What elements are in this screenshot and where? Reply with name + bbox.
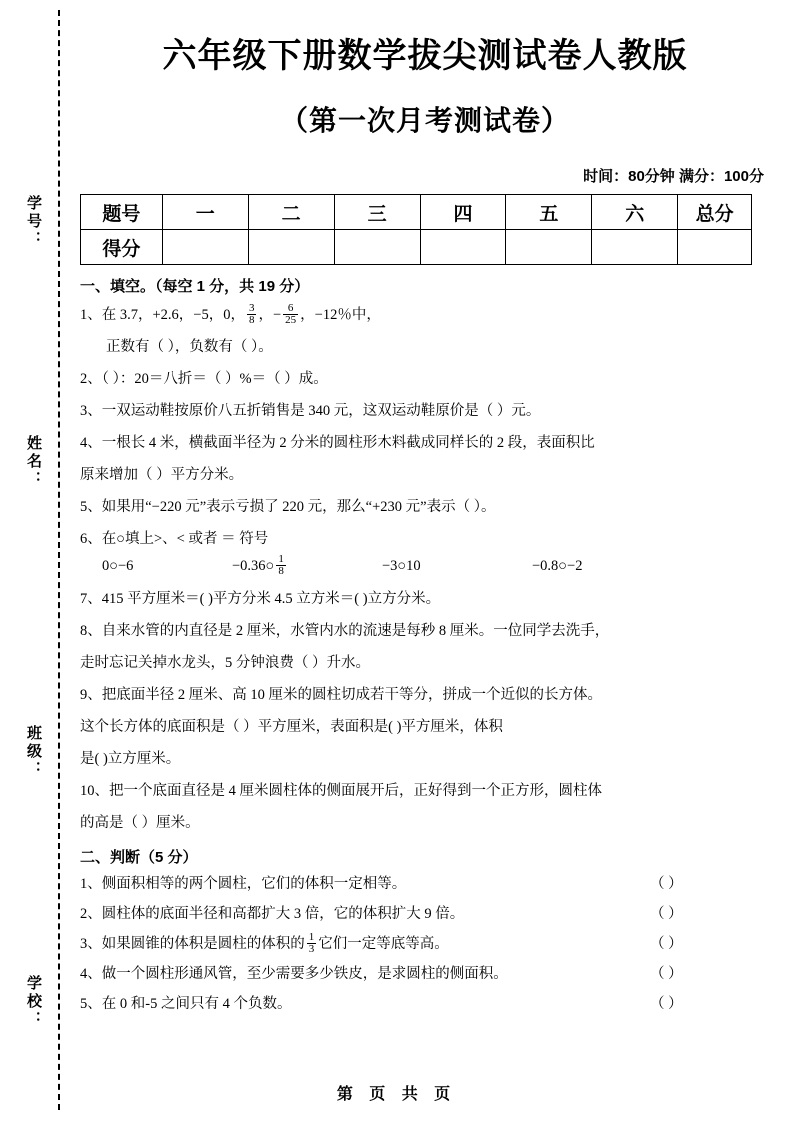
true-false-item xyxy=(80,989,770,1019)
fraction-denominator: 3 xyxy=(308,943,315,956)
exam-paper xyxy=(80,0,770,1122)
question-9-line-2: 这个长方体的底面积是（ ）平方厘米，表面积是( )平方厘米，体积 xyxy=(80,719,503,735)
score-table-cell: 二 xyxy=(248,195,334,230)
fraction-denominator: 8 xyxy=(278,565,284,578)
question-4-line-2: 原来增加（ ）平方分米。 xyxy=(80,467,244,483)
tf-item-1-text: 1、侧面积相等的两个圆柱，它们的体积一定相等。 xyxy=(80,876,407,892)
score-table-cell: 题号 xyxy=(81,195,163,230)
compare-item-2-text: −0.36○ xyxy=(232,558,275,574)
fraction-numerator: 1 xyxy=(278,552,284,565)
compare-item-2 xyxy=(232,552,382,580)
q1-text-c: ，−12％中， xyxy=(300,307,381,323)
fraction-numerator: 6 xyxy=(287,301,294,314)
tf-item-3-answer[interactable]: （ ） xyxy=(650,936,683,952)
score-table-cell: 四 xyxy=(420,195,506,230)
section-2-heading: 二、判断（5 分） xyxy=(80,849,198,866)
tf-item-4-answer[interactable]: （ ） xyxy=(650,966,683,982)
fraction-numerator: 1 xyxy=(308,930,315,943)
score-table-cell: 六 xyxy=(592,195,678,230)
tf-item-1-answer[interactable]: （ ） xyxy=(650,876,683,892)
question-1-line-1 xyxy=(80,302,770,328)
page-title: 六年级下册数学拔尖测试卷人教版 xyxy=(162,37,688,75)
compare-item-3: −3○10 xyxy=(382,558,421,574)
tf-item-4-text: 4、做一个圆柱形通风管，至少需要多少铁皮，是求圆柱的侧面积。 xyxy=(80,966,508,982)
fraction-1-8 xyxy=(276,554,286,578)
question-7: 7、415 平方厘米＝( )平方分米 4.5 立方米＝( )立方分米。 xyxy=(80,591,441,607)
question-10-line-1: 10、把一个底面直径是 4 厘米圆柱体的侧面展开后，正好得到一个正方形，圆柱体 xyxy=(80,783,602,799)
question-3: 3、一双运动鞋按原价八五折销售是 340 元，这双运动鞋原价是（ ）元。 xyxy=(80,403,541,419)
page-subtitle: （第一次月考测试卷） xyxy=(279,105,570,136)
table-row xyxy=(81,230,752,265)
field-class: 班级： xyxy=(25,725,42,779)
score-entry-cell[interactable] xyxy=(592,230,678,265)
field-school: 学校： xyxy=(25,975,42,1029)
tf-item-3-text xyxy=(80,929,449,959)
score-entry-cell[interactable] xyxy=(420,230,506,265)
score-table-cell: 一 xyxy=(162,195,248,230)
question-4-line-1: 4、一根长 4 米，横截面半径为 2 分米的圆柱形木料截成同样长的 2 段，表面积比 xyxy=(80,435,595,451)
question-9-line-3: 是( )立方厘米。 xyxy=(80,751,181,767)
score-table-cell: 总分 xyxy=(678,195,752,230)
score-table xyxy=(80,194,752,265)
fraction-3-8 xyxy=(247,303,257,327)
fraction-6-25 xyxy=(283,303,298,327)
section-1-heading: 一、填空。（每空 1 分，共 19 分） xyxy=(80,278,310,295)
fraction-numerator: 3 xyxy=(248,301,255,314)
left-margin-strip xyxy=(0,0,62,1122)
true-false-item xyxy=(80,959,770,989)
tf-item-5-answer[interactable]: （ ） xyxy=(650,996,683,1012)
fraction-denominator: 8 xyxy=(248,314,255,327)
tf-item-3-text-after: 它们一定等底等高。 xyxy=(318,936,449,952)
true-false-item xyxy=(80,869,770,899)
tf-item-5-text: 5、在 0 和-5 之间只有 4 个负数。 xyxy=(80,996,292,1012)
score-table-cell: 得分 xyxy=(81,230,163,265)
true-false-item xyxy=(80,899,770,929)
compare-item-4: −0.8○−2 xyxy=(532,558,583,574)
dashed-divider xyxy=(58,10,60,1110)
question-10-line-2: 的高是（ ）厘米。 xyxy=(80,815,200,831)
q1-text-a: 1、在 3.7，+2.6，−5，0， xyxy=(80,307,245,323)
question-2: 2、（ ）：20＝八折＝（ ）%＝（ ）成。 xyxy=(80,371,328,387)
score-entry-cell[interactable] xyxy=(162,230,248,265)
question-1-line-2: 正数有（ ），负数有（ ）。 xyxy=(106,339,273,355)
score-entry-cell[interactable] xyxy=(334,230,420,265)
question-8-line-1: 8、自来水管的内直径是 2 厘米，水管内水的流速是每秒 8 厘米。一位同学去洗手， xyxy=(80,623,610,639)
true-false-item xyxy=(80,929,770,959)
score-entry-cell[interactable] xyxy=(678,230,752,265)
exam-meta: 时间：80分钟 满分：100分 xyxy=(583,168,764,185)
question-6-comparisons xyxy=(80,552,770,580)
score-table-cell: 三 xyxy=(334,195,420,230)
fraction-1-3 xyxy=(307,932,317,956)
field-student-id: 学号： xyxy=(25,195,42,249)
tf-item-3-text-before: 3、如果圆锥的体积是圆柱的体积的 xyxy=(80,936,305,952)
tf-item-2-text: 2、圆柱体的底面半径和高都扩大 3 倍，它的体积扩大 9 倍。 xyxy=(80,906,465,922)
compare-item-1: 0○−6 xyxy=(102,558,134,574)
score-entry-cell[interactable] xyxy=(248,230,334,265)
question-5: 5、如果用“−220 元”表示亏损了 220 元，那么“+230 元”表示（ ）。 xyxy=(80,499,496,515)
question-9-line-1: 9、把底面半径 2 厘米、高 10 厘米的圆柱切成若干等分，拼成一个近似的长方体。 xyxy=(80,687,602,703)
fraction-denominator: 25 xyxy=(285,314,297,327)
tf-item-2-answer[interactable]: （ ） xyxy=(650,906,683,922)
score-table-cell: 五 xyxy=(506,195,592,230)
table-row xyxy=(81,195,752,230)
field-name: 姓名： xyxy=(25,435,42,489)
page-footer: 第 页 共 页 xyxy=(336,1086,457,1103)
question-8-line-2: 走时忘记关掉水龙头，5 分钟浪费（ ）升水。 xyxy=(80,655,370,671)
question-6-line-1: 6、在○填上>、< 或者 ＝ 符号 xyxy=(80,531,269,547)
score-entry-cell[interactable] xyxy=(506,230,592,265)
q1-text-b: ，− xyxy=(258,307,282,323)
